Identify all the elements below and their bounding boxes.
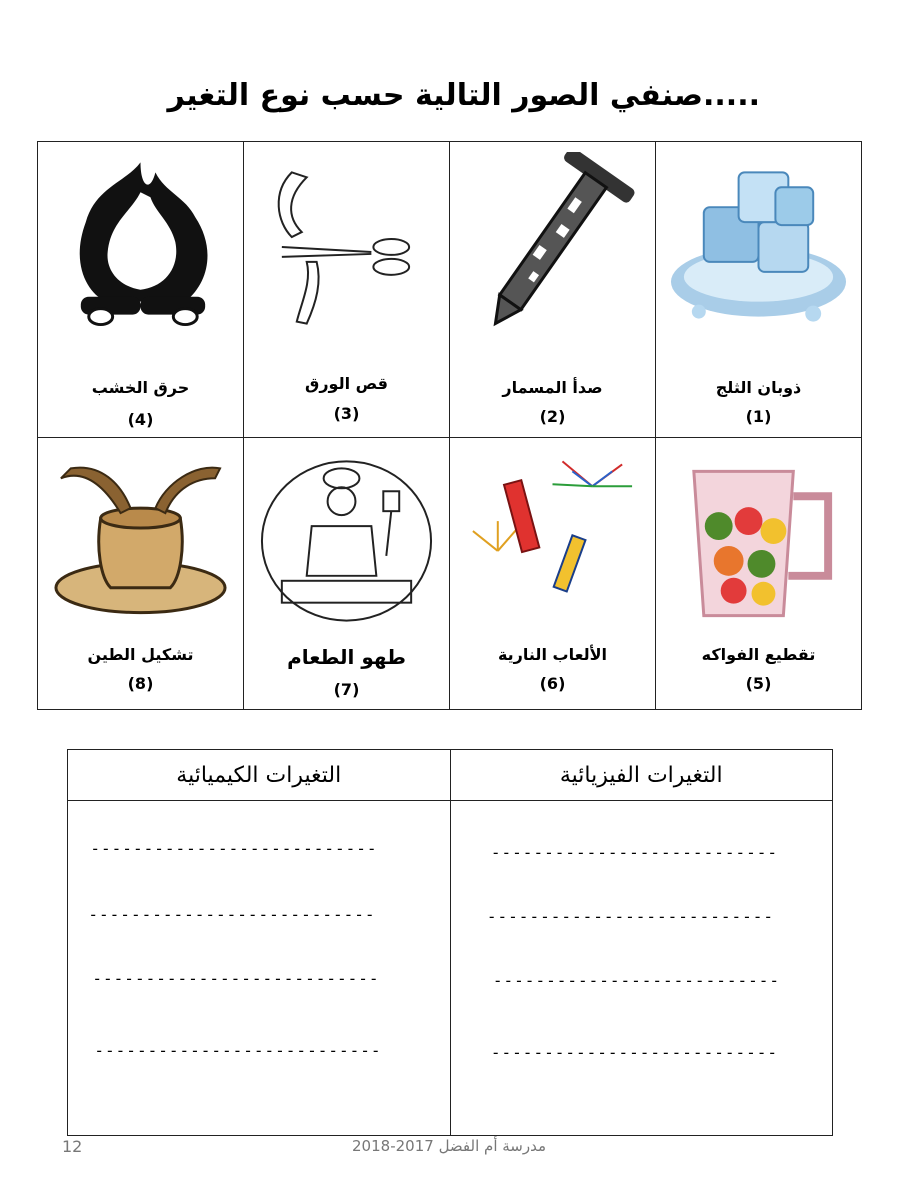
number-5: (5) xyxy=(745,674,772,693)
picture-cell-7 xyxy=(244,438,450,710)
scissors-cutting-paper-icon xyxy=(252,152,441,332)
physical-blank-1[interactable]: --------------------------- xyxy=(490,843,778,862)
number-6: (6) xyxy=(539,674,566,693)
picture-cell-2 xyxy=(450,142,656,438)
caption-3: قص الورق xyxy=(305,374,388,393)
picture-cell-8 xyxy=(38,438,244,710)
classification-table xyxy=(67,749,833,1136)
ice-cubes-icon xyxy=(664,152,853,332)
fruit-jug-icon xyxy=(664,456,853,626)
picture-cell-1 xyxy=(656,142,862,438)
picture-cell-4 xyxy=(38,142,244,438)
caption-5: تقطيع الفواكه xyxy=(701,645,816,664)
caption-6: الألعاب النارية xyxy=(497,645,608,664)
physical-blank-4[interactable]: --------------------------- xyxy=(490,1043,778,1062)
physical-changes-header: التغيرات الفيزيائية xyxy=(450,750,833,801)
caption-8: تشكيل الطين xyxy=(87,645,194,664)
picture-cell-3 xyxy=(244,142,450,438)
chemical-changes-header: التغيرات الكيميائية xyxy=(68,750,451,801)
fireworks-icon xyxy=(458,456,647,626)
caption-2: صدأ المسمار xyxy=(502,378,603,397)
number-1: (1) xyxy=(745,407,772,426)
burning-wood-icon xyxy=(46,152,235,332)
rusty-nail-icon xyxy=(458,152,647,332)
chemical-blank-3[interactable]: --------------------------- xyxy=(92,969,380,988)
school-footer: مدرسة أم الفضل 2017-2018 xyxy=(352,1137,547,1155)
caption-7: طهو الطعام xyxy=(287,645,406,669)
worksheet-title: صنفي الصور التالية حسب نوع التغير..... xyxy=(167,78,760,113)
page-number: 12 xyxy=(62,1137,83,1156)
number-8: (8) xyxy=(127,674,154,693)
chemical-blank-4[interactable]: --------------------------- xyxy=(94,1041,382,1060)
number-4: (4) xyxy=(127,410,154,429)
chemical-blank-1[interactable]: --------------------------- xyxy=(90,839,378,858)
chemical-changes-answers xyxy=(68,801,451,1136)
pictures-grid xyxy=(37,141,862,710)
physical-changes-answers xyxy=(450,801,833,1136)
number-7: (7) xyxy=(333,680,360,699)
chemical-blank-2[interactable]: --------------------------- xyxy=(88,905,376,924)
caption-4: حرق الخشب xyxy=(91,378,190,397)
pottery-wheel-icon xyxy=(46,448,235,623)
caption-1: ذوبان الثلج xyxy=(715,378,802,397)
number-2: (2) xyxy=(539,407,566,426)
number-3: (3) xyxy=(333,404,360,423)
physical-blank-3[interactable]: --------------------------- xyxy=(492,971,780,990)
chef-cooking-icon xyxy=(252,456,441,626)
picture-cell-5 xyxy=(656,438,862,710)
physical-blank-2[interactable]: --------------------------- xyxy=(486,907,774,926)
picture-cell-6 xyxy=(450,438,656,710)
